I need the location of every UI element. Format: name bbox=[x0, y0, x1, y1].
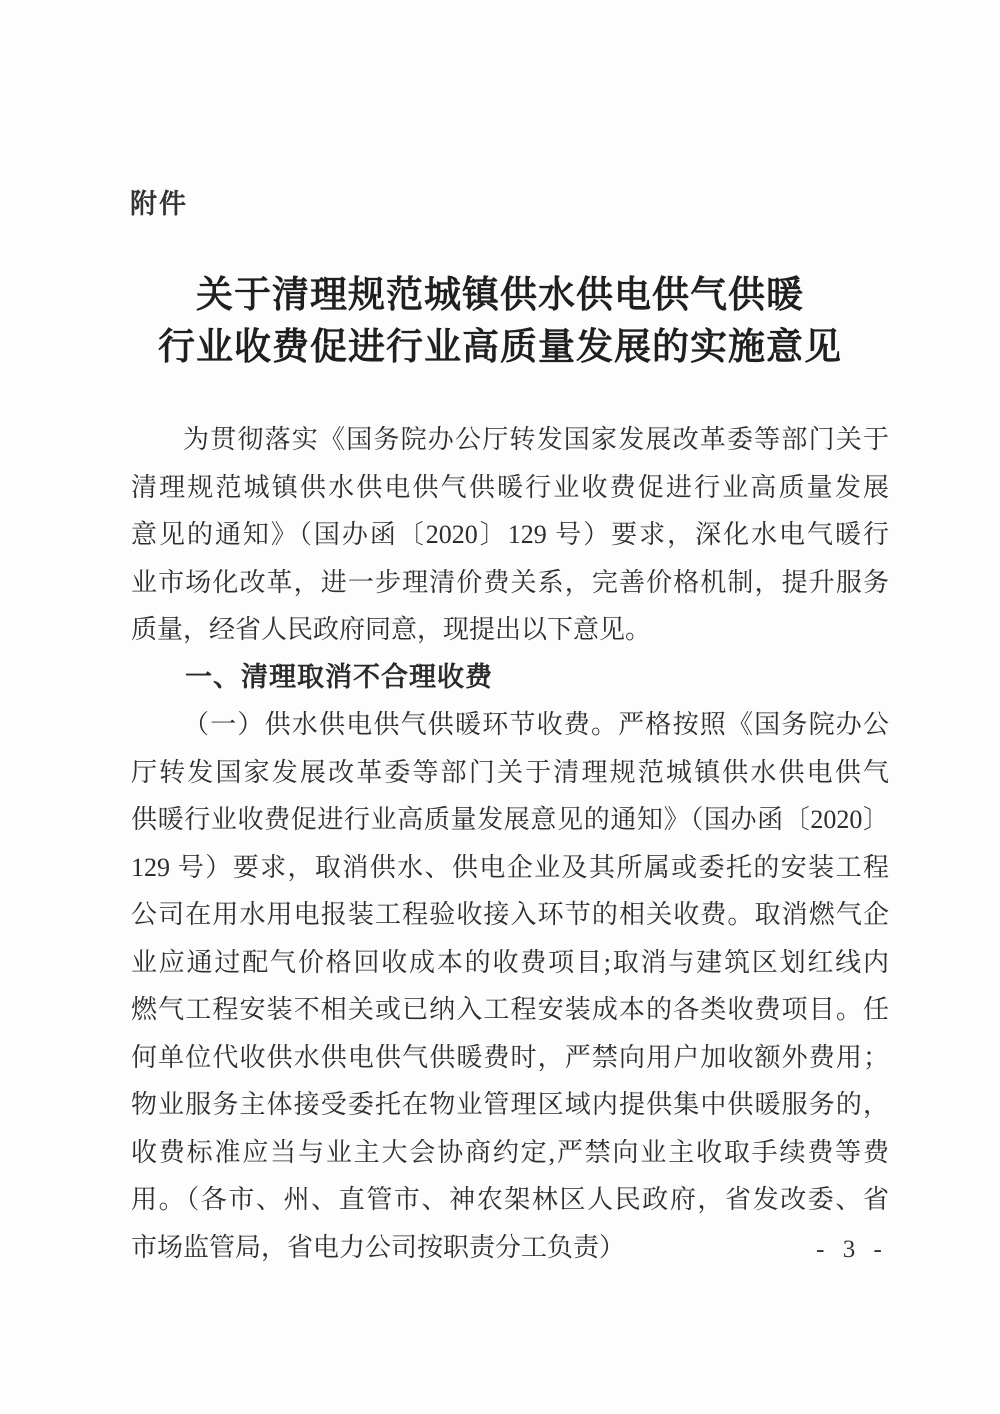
section-heading: 一、清理取消不合理收费 bbox=[185, 661, 493, 692]
text-line: 收费标准应当与业主大会协商约定,严禁向业主收取手续费等费 bbox=[131, 1137, 889, 1167]
text-line: 129 号）要求，取消供水、供电企业及其所属或委托的安装工程 bbox=[131, 852, 889, 882]
text-line: 为贯彻落实《国务院办公厅转发国家发展改革委等部门关于 bbox=[183, 425, 889, 454]
title-line-2: 行业收费促进行业高质量发展的实施意见 bbox=[158, 327, 842, 368]
text-line: 公司在用水用电报装工程验收接入环节的相关收费。取消燃气企 bbox=[131, 900, 889, 929]
title-line-1: 关于清理规范城镇供水供电供气供暖 bbox=[196, 275, 804, 316]
text-line: 意见的通知》（国办函〔2020〕129 号）要求，深化水电气暖行 bbox=[131, 520, 889, 549]
document-body bbox=[131, 416, 889, 1271]
page-number: - 3 - bbox=[816, 1236, 884, 1263]
text-line: 何单位代收供水供电供气供暖费时，严禁向用户加收额外费用； bbox=[131, 1042, 889, 1072]
text-line: 厅转发国家发展改革委等部门关于清理规范城镇供水供电供气 bbox=[131, 757, 889, 787]
text-line: 业应通过配气价格回收成本的收费项目;取消与建筑区划红线内 bbox=[131, 947, 889, 977]
text-line: 市场监管局，省电力公司按职责分工负责） bbox=[131, 1232, 626, 1262]
text-line: 清理规范城镇供水供电供气供暖行业收费促进行业高质量发展 bbox=[131, 472, 889, 502]
attachment-label: 附件 bbox=[130, 189, 188, 219]
text-line: （一）供水供电供气供暖环节收费。严格按照《国务院办公 bbox=[183, 710, 889, 739]
text-line: 物业服务主体接受委托在物业管理区域内提供集中供暖服务的， bbox=[131, 1090, 889, 1119]
text-line: 供暖行业收费促进行业高质量发展意见的通知》（国办函〔2020〕 bbox=[131, 805, 889, 834]
document-title bbox=[0, 270, 1000, 374]
item-paragraph bbox=[131, 701, 889, 1271]
text-line: 质量，经省人民政府同意，现提出以下意见。 bbox=[131, 615, 652, 644]
text-line: 燃气工程安装不相关或已纳入工程安装成本的各类收费项目。任 bbox=[131, 995, 889, 1024]
text-line: 用。（各市、州、直管市、神农架林区人民政府，省发改委、省 bbox=[131, 1185, 889, 1214]
text-line: 业市场化改革，进一步理清价费关系，完善价格机制，提升服务 bbox=[131, 567, 889, 597]
intro-paragraph bbox=[131, 416, 889, 654]
